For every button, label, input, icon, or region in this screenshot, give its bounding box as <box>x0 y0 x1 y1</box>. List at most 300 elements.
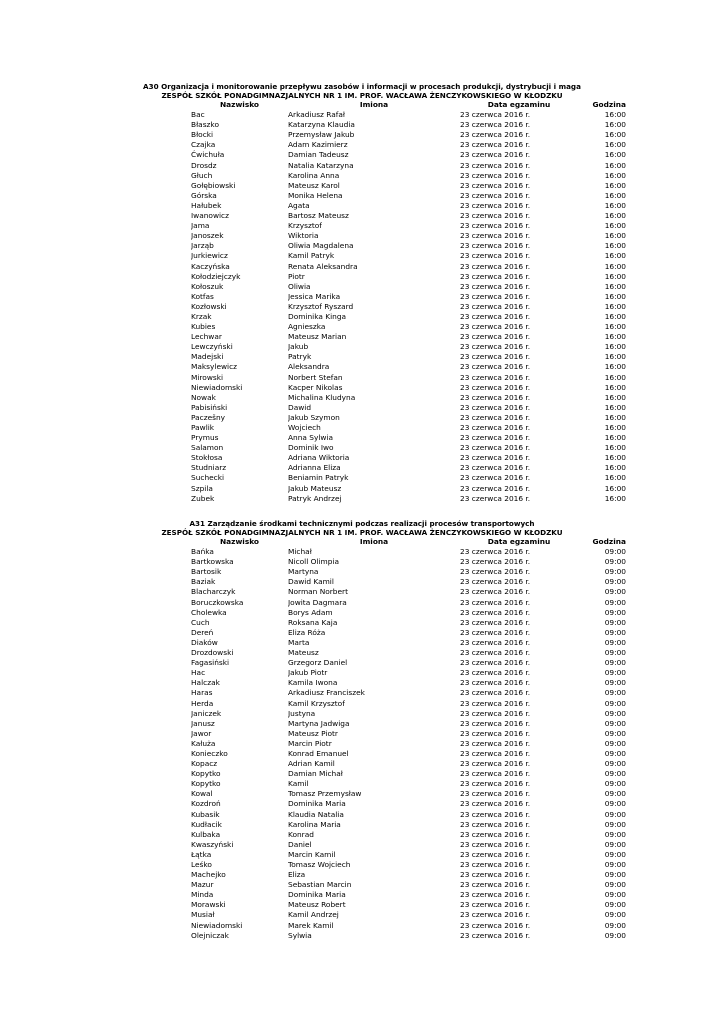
header-surname: Nazwisko <box>219 537 260 546</box>
cell-time: 09:00 <box>604 900 626 910</box>
cell-first-names: Dominika Maria <box>288 799 346 809</box>
cell-first-names: Martyna <box>288 567 319 577</box>
cell-first-names: Piotr <box>288 271 305 281</box>
cell-time: 09:00 <box>604 708 626 718</box>
cell-time: 09:00 <box>604 769 626 779</box>
table-row <box>191 850 626 860</box>
cell-time: 16:00 <box>604 483 626 493</box>
cell-first-names: Michał <box>288 547 312 557</box>
table-row <box>191 749 626 759</box>
table-row <box>191 618 626 628</box>
cell-time: 09:00 <box>604 799 626 809</box>
cell-surname: Szpila <box>191 483 213 493</box>
cell-time: 16:00 <box>604 392 626 402</box>
cell-exam-date: 23 czerwca 2016 r. <box>460 920 531 930</box>
cell-time: 16:00 <box>604 311 626 321</box>
cell-surname: Olejniczak <box>191 930 229 940</box>
cell-exam-date: 23 czerwca 2016 r. <box>460 819 531 829</box>
cell-time: 09:00 <box>604 738 626 748</box>
table-row <box>191 403 626 413</box>
cell-first-names: Adriana Wiktoria <box>288 453 350 463</box>
cell-exam-date: 23 czerwca 2016 r. <box>460 587 531 597</box>
cell-first-names: Kamila Iwona <box>288 678 338 688</box>
table-row <box>191 443 626 453</box>
cell-exam-date: 23 czerwca 2016 r. <box>460 839 531 849</box>
cell-exam-date: 23 czerwca 2016 r. <box>460 678 531 688</box>
cell-exam-date: 23 czerwca 2016 r. <box>460 557 531 567</box>
cell-exam-date: 23 czerwca 2016 r. <box>460 433 531 443</box>
cell-first-names: Mateusz Robert <box>288 900 346 910</box>
cell-surname: Paczešny <box>191 412 226 422</box>
table-row <box>191 484 626 494</box>
table-row <box>191 272 626 282</box>
cell-first-names: Jakub Szymon <box>288 412 340 422</box>
cell-exam-date: 23 czerwca 2016 r. <box>460 708 531 718</box>
table-row <box>191 900 626 910</box>
cell-surname: Janiczek <box>191 708 222 718</box>
cell-surname: Kubies <box>191 322 216 332</box>
cell-first-names: Marcin Kamil <box>288 849 336 859</box>
cell-surname: Leśko <box>191 860 212 869</box>
cell-first-names: Przemysław Jakub <box>288 130 355 140</box>
cell-surname: Mirowski <box>191 372 224 382</box>
cell-exam-date: 23 czerwca 2016 r. <box>460 211 531 221</box>
cell-surname: Kałuża <box>191 738 216 748</box>
cell-exam-date: 23 czerwca 2016 r. <box>460 412 531 422</box>
cell-exam-date: 23 czerwca 2016 r. <box>460 809 531 819</box>
cell-first-names: Tomasz Wojciech <box>288 860 351 869</box>
cell-time: 09:00 <box>604 819 626 829</box>
cell-time: 09:00 <box>604 557 626 567</box>
cell-exam-date: 23 czerwca 2016 r. <box>460 281 531 291</box>
cell-surname: Drozdowski <box>191 648 234 658</box>
table-row <box>191 910 626 920</box>
cell-time: 16:00 <box>604 322 626 332</box>
cell-first-names: Arkadiusz Rafał <box>288 110 346 120</box>
cell-surname: Morawski <box>191 900 226 910</box>
cell-exam-date: 23 czerwca 2016 r. <box>460 362 531 372</box>
cell-exam-date: 23 czerwca 2016 r. <box>460 658 531 668</box>
cell-surname: Pabisiński <box>191 402 228 412</box>
cell-exam-date: 23 czerwca 2016 r. <box>460 352 531 362</box>
cell-surname: Ćwichuła <box>191 150 225 160</box>
cell-first-names: Mateusz Karol <box>288 180 340 190</box>
cell-time: 09:00 <box>604 839 626 849</box>
cell-time: 09:00 <box>604 849 626 859</box>
cell-first-names: Arkadiusz Franciszek <box>288 688 365 698</box>
cell-exam-date: 23 czerwca 2016 r. <box>460 311 531 321</box>
table-row <box>191 739 626 749</box>
cell-first-names: Daniel <box>288 839 312 849</box>
cell-exam-date: 23 czerwca 2016 r. <box>460 607 531 617</box>
table-header-row <box>191 537 626 547</box>
cell-first-names: Mateusz <box>288 648 319 658</box>
table-row <box>191 161 626 171</box>
cell-exam-date: 23 czerwca 2016 r. <box>460 698 531 708</box>
table-row <box>191 709 626 719</box>
cell-first-names: Kamil Krzysztof <box>288 698 345 708</box>
cell-time: 16:00 <box>604 342 626 352</box>
cell-exam-date: 23 czerwca 2016 r. <box>460 880 531 890</box>
cell-surname: Kozdroń <box>191 799 221 809</box>
cell-surname: Bartkowska <box>191 557 234 567</box>
cell-time: 16:00 <box>604 382 626 392</box>
cell-surname: Studniarz <box>191 463 227 473</box>
cell-time: 09:00 <box>604 627 626 637</box>
table-row <box>191 171 626 181</box>
cell-time: 16:00 <box>604 453 626 463</box>
table-row <box>191 231 626 241</box>
cell-first-names: Adrianna Eliza <box>288 463 341 473</box>
cell-first-names: Adam Kazimierz <box>288 140 348 150</box>
cell-time: 09:00 <box>604 678 626 688</box>
cell-exam-date: 23 czerwca 2016 r. <box>460 493 531 503</box>
cell-surname: Kudłacik <box>191 819 222 829</box>
header-exam-date: Data egzaminu <box>487 100 551 109</box>
cell-first-names: Krzysztof <box>288 221 322 231</box>
cell-time: 16:00 <box>604 402 626 412</box>
cell-time: 16:00 <box>604 110 626 120</box>
table-row <box>191 598 626 608</box>
cell-surname: Halczak <box>191 678 220 688</box>
cell-time: 16:00 <box>604 412 626 422</box>
table-row <box>191 557 626 567</box>
cell-surname: Łątka <box>191 849 212 859</box>
table-row <box>191 342 626 352</box>
table-row <box>191 453 626 463</box>
cell-first-names: Borys Adam <box>288 607 333 617</box>
cell-surname: Kołodziejczyk <box>191 271 241 281</box>
table-row <box>191 769 626 779</box>
cell-surname: Hałubek <box>191 200 222 210</box>
cell-surname: Bartosik <box>191 567 222 577</box>
cell-time: 09:00 <box>604 880 626 890</box>
cell-surname: Górska <box>191 190 217 200</box>
cell-surname: Dereń <box>191 627 214 637</box>
cell-exam-date: 23 czerwca 2016 r. <box>460 120 531 130</box>
table-row <box>191 668 626 678</box>
cell-exam-date: 23 czerwca 2016 r. <box>460 870 531 880</box>
cell-time: 09:00 <box>604 658 626 668</box>
table-row <box>191 494 626 504</box>
table-row <box>191 587 626 597</box>
table-row <box>191 362 626 372</box>
table-row <box>191 473 626 483</box>
cell-first-names: Justyna <box>288 708 316 718</box>
cell-first-names: Norman Norbert <box>288 587 348 597</box>
cell-exam-date: 23 czerwca 2016 r. <box>460 473 531 483</box>
cell-surname: Krzak <box>191 311 212 321</box>
section-a31 <box>0 519 724 941</box>
cell-exam-date: 23 czerwca 2016 r. <box>460 190 531 200</box>
cell-surname: Kopytko <box>191 779 221 789</box>
table-row <box>191 241 626 251</box>
cell-first-names: Dawid <box>288 402 312 412</box>
table-row <box>191 719 626 729</box>
table-row <box>191 779 626 789</box>
table-row <box>191 120 626 130</box>
cell-time: 09:00 <box>604 668 626 678</box>
cell-surname: Kaczyńska <box>191 261 230 271</box>
cell-exam-date: 23 czerwca 2016 r. <box>460 748 531 758</box>
cell-exam-date: 23 czerwca 2016 r. <box>460 463 531 473</box>
table-row <box>191 921 626 931</box>
table-row <box>191 547 626 557</box>
cell-exam-date: 23 czerwca 2016 r. <box>460 322 531 332</box>
cell-surname: Maksylewicz <box>191 362 238 372</box>
cell-first-names: Patryk Andrzej <box>288 493 342 503</box>
cell-first-names: Renata Aleksandra <box>288 261 358 271</box>
cell-exam-date: 23 czerwca 2016 r. <box>460 759 531 769</box>
cell-time: 09:00 <box>604 829 626 839</box>
cell-exam-date: 23 czerwca 2016 r. <box>460 291 531 301</box>
cell-time: 16:00 <box>604 211 626 221</box>
cell-surname: Kowal <box>191 789 213 799</box>
table-row <box>191 251 626 261</box>
cell-exam-date: 23 czerwca 2016 r. <box>460 738 531 748</box>
cell-first-names: Damian Michał <box>288 769 343 779</box>
cell-time: 16:00 <box>604 120 626 130</box>
cell-exam-date: 23 czerwca 2016 r. <box>460 728 531 738</box>
cell-exam-date: 23 czerwca 2016 r. <box>460 910 531 920</box>
cell-first-names: Agnieszka <box>288 322 326 332</box>
section-a30 <box>0 82 724 504</box>
cell-surname: Konieczko <box>191 748 228 758</box>
cell-time: 09:00 <box>604 890 626 900</box>
table-row <box>191 931 626 941</box>
cell-first-names: Agata <box>288 200 310 210</box>
cell-surname: Niewiadomski <box>191 920 243 930</box>
table-row <box>191 577 626 587</box>
cell-surname: Blacharczyk <box>191 587 236 597</box>
cell-first-names: Damian Tadeusz <box>288 150 349 160</box>
cell-time: 09:00 <box>604 607 626 617</box>
cell-first-names: Dominika Kinga <box>288 311 347 321</box>
table-row <box>191 383 626 393</box>
cell-time: 09:00 <box>604 809 626 819</box>
cell-time: 16:00 <box>604 190 626 200</box>
table-row <box>191 567 626 577</box>
cell-first-names: Bartosz Mateusz <box>288 211 349 221</box>
cell-surname: Kopytko <box>191 769 221 779</box>
table-row <box>191 658 626 668</box>
table-row <box>191 332 626 342</box>
cell-time: 09:00 <box>604 860 626 869</box>
cell-surname: Mazur <box>191 880 214 890</box>
cell-surname: Suchecki <box>191 473 225 483</box>
cell-time: 09:00 <box>604 577 626 587</box>
cell-exam-date: 23 czerwca 2016 r. <box>460 402 531 412</box>
cell-exam-date: 23 czerwca 2016 r. <box>460 271 531 281</box>
cell-exam-date: 23 czerwca 2016 r. <box>460 392 531 402</box>
cell-exam-date: 23 czerwca 2016 r. <box>460 221 531 231</box>
table-row <box>191 729 626 739</box>
cell-first-names: Wojciech <box>288 423 321 432</box>
cell-exam-date: 23 czerwca 2016 r. <box>460 261 531 271</box>
cell-exam-date: 23 czerwca 2016 r. <box>460 231 531 241</box>
cell-first-names: Marcin Piotr <box>288 738 332 748</box>
cell-first-names: Michalina Kludyna <box>288 392 356 402</box>
cell-first-names: Sylwia <box>288 930 312 940</box>
cell-surname: Boruczkowska <box>191 597 244 607</box>
cell-surname: Janusz <box>191 718 215 728</box>
cell-surname: Cholewka <box>191 607 227 617</box>
cell-time: 16:00 <box>604 221 626 231</box>
cell-exam-date: 23 czerwca 2016 r. <box>460 241 531 251</box>
table-row <box>191 221 626 231</box>
cell-surname: Iwanowicz <box>191 211 229 221</box>
cell-exam-date: 23 czerwca 2016 r. <box>460 637 531 647</box>
table-row <box>191 870 626 880</box>
cell-first-names: Kamil Patryk <box>288 251 335 261</box>
school-name: ZESPÓŁ SZKÓŁ PONADGIMNAZJALNYCH NR 1 IM. PROF. WACŁAWA ŻENCZYKOWSKIEGO W KŁODZKU <box>161 91 563 100</box>
cell-first-names: Sebastian Marcin <box>288 880 352 890</box>
cell-time: 09:00 <box>604 597 626 607</box>
cell-surname: Niewiadomski <box>191 382 243 392</box>
schedule-table <box>191 537 626 941</box>
table-row <box>191 413 626 423</box>
schedule-table <box>191 100 626 504</box>
cell-surname: Haras <box>191 688 213 698</box>
cell-time: 09:00 <box>604 567 626 577</box>
cell-surname: Bac <box>191 110 205 120</box>
cell-first-names: Katarzyna Klaudia <box>288 120 355 130</box>
cell-first-names: Aleksandra <box>288 362 330 372</box>
cell-exam-date: 23 czerwca 2016 r. <box>460 718 531 728</box>
header-time: Godzina <box>592 537 626 546</box>
cell-exam-date: 23 czerwca 2016 r. <box>460 789 531 799</box>
table-row <box>191 262 626 272</box>
table-row <box>191 789 626 799</box>
cell-time: 09:00 <box>604 920 626 930</box>
cell-exam-date: 23 czerwca 2016 r. <box>460 849 531 859</box>
header-surname: Nazwisko <box>219 100 260 109</box>
cell-surname: Czajka <box>191 140 216 150</box>
cell-exam-date: 23 czerwca 2016 r. <box>460 483 531 493</box>
cell-first-names: Jessica Marika <box>288 291 341 301</box>
table-row <box>191 322 626 332</box>
section-title: A31 Zarządzanie środkami technicznymi podczas realizacji procesów transportowych <box>189 519 535 528</box>
table-row <box>191 688 626 698</box>
cell-exam-date: 23 czerwca 2016 r. <box>460 779 531 789</box>
cell-exam-date: 23 czerwca 2016 r. <box>460 140 531 150</box>
cell-first-names: Kamil Andrzej <box>288 910 339 920</box>
header-time: Godzina <box>592 100 626 109</box>
cell-first-names: Martyna Jadwiga <box>288 718 350 728</box>
cell-time: 16:00 <box>604 301 626 311</box>
cell-exam-date: 23 czerwca 2016 r. <box>460 900 531 910</box>
cell-surname: Jama <box>191 221 210 231</box>
cell-time: 09:00 <box>604 547 626 557</box>
cell-exam-date: 23 czerwca 2016 r. <box>460 200 531 210</box>
cell-surname: Minda <box>191 890 214 900</box>
cell-first-names: Klaudia Natalia <box>288 809 344 819</box>
cell-time: 16:00 <box>604 140 626 150</box>
table-row <box>191 423 626 433</box>
table-row <box>191 810 626 820</box>
cell-exam-date: 23 czerwca 2016 r. <box>460 170 531 180</box>
cell-exam-date: 23 czerwca 2016 r. <box>460 150 531 160</box>
cell-first-names: Grzegorz Daniel <box>288 658 348 668</box>
cell-exam-date: 23 czerwca 2016 r. <box>460 577 531 587</box>
cell-time: 09:00 <box>604 728 626 738</box>
table-row <box>191 211 626 221</box>
cell-time: 09:00 <box>604 688 626 698</box>
cell-time: 09:00 <box>604 648 626 658</box>
cell-exam-date: 23 czerwca 2016 r. <box>460 301 531 311</box>
cell-surname: Pawlik <box>191 423 215 432</box>
cell-first-names: Beniamin Patryk <box>288 473 349 483</box>
cell-first-names: Wiktoria <box>288 231 319 241</box>
cell-time: 16:00 <box>604 372 626 382</box>
cell-surname: Kozłowski <box>191 301 227 311</box>
cell-first-names: Norbert Stefan <box>288 372 343 382</box>
cell-time: 09:00 <box>604 870 626 880</box>
cell-surname: Diaków <box>191 637 218 647</box>
cell-time: 16:00 <box>604 362 626 372</box>
table-row <box>191 463 626 473</box>
cell-surname: Kubasik <box>191 809 220 819</box>
cell-first-names: Monika Helena <box>288 190 343 200</box>
cell-first-names: Karolina Maria <box>288 819 341 829</box>
cell-surname: Drosdz <box>191 160 217 170</box>
table-row <box>191 201 626 211</box>
cell-exam-date: 23 czerwca 2016 r. <box>460 332 531 342</box>
cell-time: 16:00 <box>604 150 626 160</box>
cell-first-names: Krzysztof Ryszard <box>288 301 354 311</box>
cell-surname: Madejski <box>191 352 224 362</box>
cell-surname: Fagasiński <box>191 658 230 668</box>
cell-time: 09:00 <box>604 698 626 708</box>
cell-surname: Herda <box>191 698 214 708</box>
cell-surname: Janoszek <box>191 231 224 241</box>
table-row <box>191 678 626 688</box>
cell-exam-date: 23 czerwca 2016 r. <box>460 453 531 463</box>
cell-exam-date: 23 czerwca 2016 r. <box>460 668 531 678</box>
cell-time: 09:00 <box>604 718 626 728</box>
cell-time: 09:00 <box>604 910 626 920</box>
cell-time: 16:00 <box>604 463 626 473</box>
cell-first-names: Marta <box>288 637 310 647</box>
cell-time: 16:00 <box>604 423 626 432</box>
cell-exam-date: 23 czerwca 2016 r. <box>460 382 531 392</box>
cell-time: 09:00 <box>604 779 626 789</box>
table-row <box>191 191 626 201</box>
table-row <box>191 393 626 403</box>
school-name: ZESPÓŁ SZKÓŁ PONADGIMNAZJALNYCH NR 1 IM. PROF. WACŁAWA ŻENCZYKOWSKIEGO W KŁODZKU <box>161 528 563 537</box>
table-row <box>191 830 626 840</box>
cell-exam-date: 23 czerwca 2016 r. <box>460 342 531 352</box>
table-header-row <box>191 100 626 110</box>
cell-surname: Machejko <box>191 870 226 880</box>
table-row <box>191 292 626 302</box>
cell-surname: Musiał <box>191 910 215 920</box>
cell-exam-date: 23 czerwca 2016 r. <box>460 627 531 637</box>
cell-first-names: Konrad Emanuel <box>288 748 349 758</box>
cell-exam-date: 23 czerwca 2016 r. <box>460 180 531 190</box>
cell-surname: Bańka <box>191 547 214 557</box>
cell-first-names: Dominika Maria <box>288 890 346 900</box>
cell-first-names: Jakub Mateusz <box>288 483 342 493</box>
cell-surname: Jawor <box>191 728 212 738</box>
cell-first-names: Karolina Anna <box>288 170 340 180</box>
cell-surname: Błaszko <box>191 120 219 130</box>
cell-surname: Kwaszyński <box>191 839 234 849</box>
cell-surname: Cuch <box>191 617 210 627</box>
cell-surname: Głuch <box>191 170 213 180</box>
cell-time: 09:00 <box>604 759 626 769</box>
cell-surname: Stokłosa <box>191 453 223 463</box>
